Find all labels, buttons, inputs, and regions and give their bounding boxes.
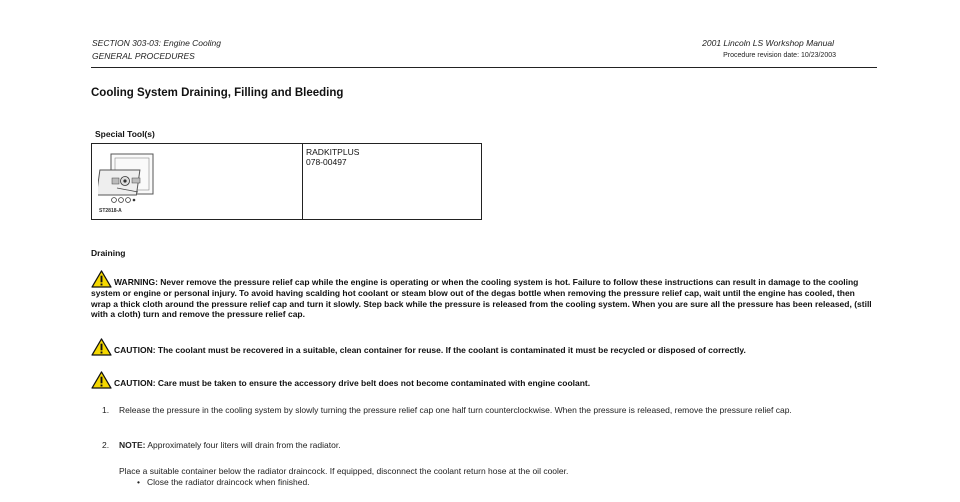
bullet-dot: •	[137, 477, 140, 487]
manual-title: 2001 Lincoln LS Workshop Manual	[702, 38, 834, 48]
step-bullet	[137, 477, 310, 487]
tool-number: 078-00497	[306, 157, 347, 167]
note-text: Approximately four liters will drain from the radiator.	[145, 440, 341, 450]
special-tools-table	[91, 143, 482, 220]
tool-name: RADKITPLUS	[306, 147, 360, 157]
step-text: Release the pressure in the cooling system by slowly turning the pressure relief cap one half turn counterclockwise. When the pressure is released, remove the pressure relief cap.	[119, 405, 792, 415]
radiator-tester-kit-illustration	[98, 148, 158, 212]
warning-triangle-icon	[91, 371, 112, 389]
step-number: 1.	[102, 405, 110, 415]
step-number: 2.	[102, 440, 110, 450]
caution-text: CAUTION: The coolant must be recovered in a suitable, clean container for reuse. If the coolant is contaminated it must be recycled or disposed of correctly.	[114, 345, 746, 355]
revision-date: Procedure revision date: 10/23/2003	[723, 52, 836, 59]
caution-text: CAUTION: Care must be taken to ensure the accessory drive belt does not become contaminated with engine coolant.	[114, 378, 591, 388]
caution-notice-coolant-recovery	[91, 338, 877, 356]
bullet-text: Close the radiator draincock when finished.	[147, 477, 310, 487]
warning-triangle-icon	[91, 270, 112, 288]
note-label: NOTE:	[119, 440, 146, 450]
section-category: GENERAL PROCEDURES	[92, 51, 195, 61]
tool-image-cell	[92, 144, 303, 219]
header-divider	[91, 67, 877, 68]
tool-image-caption: ST2818-A	[99, 208, 122, 214]
step-note	[119, 440, 869, 451]
tool-info-cell	[303, 144, 359, 219]
page-title: Cooling System Draining, Filling and Bleeding	[91, 87, 344, 99]
caution-notice-drive-belt	[91, 371, 877, 389]
warning-text: WARNING: Never remove the pressure relief cap while the engine is operating or when the cooling system is hot. Failure to follow these instructions can result in damage to the cooling system or engine or personal injury. To avoid having scalding hot coolant or steam blow out of the degas bottle when removing the pressure relief cap, wait until the engine has cooled, then wrap a thick cloth around the pressure relief cap and turn it slowly. Step back while the pressure is released from the cooling system. When you are sure all the pressure has been released, (still with a cloth) turn and remove the pressure relief cap.	[91, 277, 872, 319]
draining-heading: Draining	[91, 248, 126, 258]
special-tools-heading: Special Tool(s)	[95, 129, 155, 139]
section-title: SECTION 303-03: Engine Cooling	[92, 38, 221, 48]
warning-triangle-icon	[91, 338, 112, 356]
step-text: Place a suitable container below the radiator draincock. If equipped, disconnect the coolant return hose at the oil cooler.	[119, 466, 569, 476]
warning-notice	[91, 270, 877, 320]
